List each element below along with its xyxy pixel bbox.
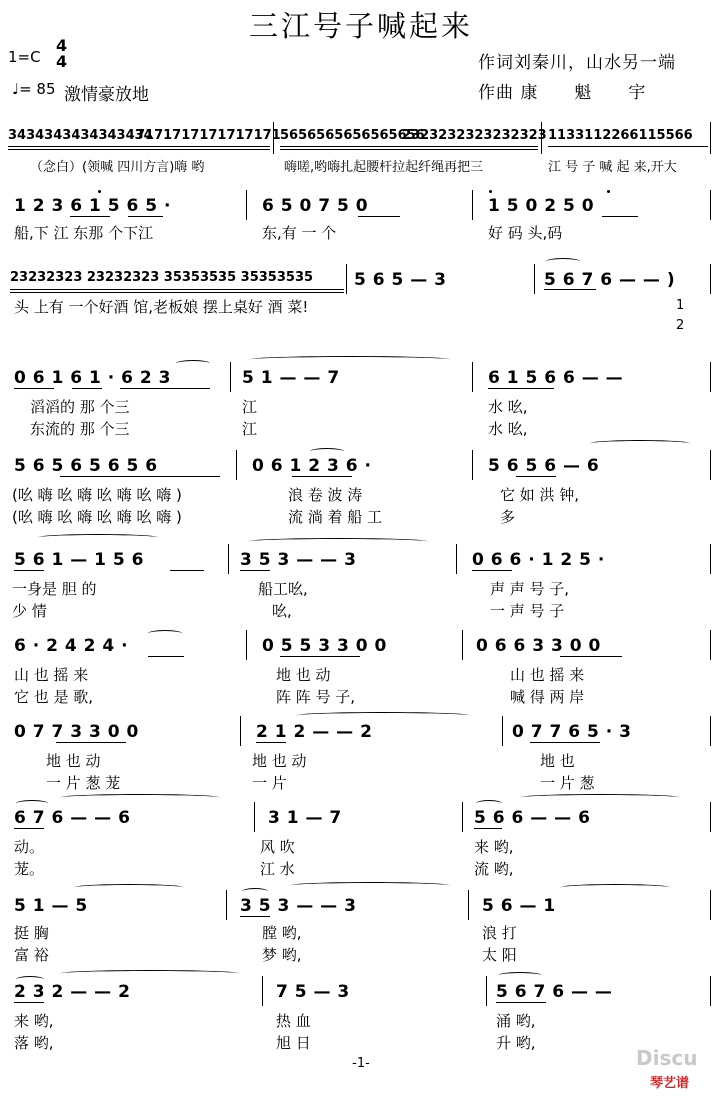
lyric-line: 一 片 葱 [540, 774, 595, 792]
underline [240, 916, 270, 917]
notes-measure: 1 5 0 2 5 0 [488, 196, 595, 216]
barline [254, 802, 255, 832]
notes-measure: 7 5 — 3 [276, 982, 350, 1002]
lyric-line: 涌 哟, [496, 1012, 536, 1030]
lyric-line: 热 血 [276, 1012, 311, 1030]
barline [710, 976, 711, 1006]
lyric-line: 浪 打 [482, 924, 517, 942]
barline [710, 802, 711, 832]
lyric-line: 水 吆, [488, 420, 528, 438]
notes-measure: 7171717171717171 [136, 128, 281, 143]
key-signature: 1=C [8, 48, 41, 66]
barline [710, 362, 711, 392]
underline [240, 570, 270, 571]
lyric-line: 浪 卷 波 涛 [288, 486, 363, 504]
barline [710, 450, 711, 480]
notes-measure: 6 1 5 6 6 — — [488, 368, 624, 388]
lyricist-credit: 作词刘秦川，山水另一端 [478, 53, 676, 73]
notes-measure: 0 5 5 3 3 0 0 [262, 636, 387, 656]
barline [472, 190, 473, 220]
barline [710, 190, 711, 220]
barline [710, 544, 711, 574]
lyric-line: （念白）(领喊 四川方言)嗨 哟 [30, 160, 205, 175]
notes-measure: 5 6 5 — 3 [354, 270, 447, 290]
lyric-line: 太 阳 [482, 946, 517, 964]
barline [710, 122, 711, 154]
tempo-mark: ♩= 85 [12, 80, 56, 98]
notes-measure: 5 6 7 6 — — ) [544, 270, 676, 290]
lyric-line: 流 淌 着 船 工 [288, 508, 383, 526]
underline [292, 476, 352, 477]
notes-measure: 23232323 23232323 35353535 35353535 [10, 270, 314, 285]
barline [462, 802, 463, 832]
lyric-line: 江 [242, 420, 258, 438]
notes-measure: 0 6 6 3 3 0 0 [476, 636, 601, 656]
lyric-line: 滔滔的 那 个三 [30, 398, 130, 416]
notes-measure: 0 7 7 3 3 0 0 [14, 722, 139, 742]
verse-number: 1 [676, 298, 685, 313]
barline [472, 362, 473, 392]
lyric-line: 流 哟, [474, 860, 514, 878]
lyric-line: 它 也 是 歌, [14, 688, 94, 706]
tuplet-slur [546, 258, 580, 265]
notes-measure: 6 7 6 — — 6 [14, 808, 131, 828]
underline [56, 742, 126, 743]
site-logo: 琴艺谱 [650, 1076, 690, 1091]
barline [273, 122, 274, 154]
expression-mark: 激情豪放地 [64, 85, 149, 105]
underline [358, 216, 400, 217]
underline [14, 828, 44, 829]
barline [534, 264, 535, 294]
notes-measure: 5 1 — — 7 [242, 368, 340, 388]
barline [710, 716, 711, 746]
meter-top: 4 [56, 36, 68, 55]
barline [710, 630, 711, 660]
underline [72, 388, 102, 389]
underline [496, 1002, 546, 1003]
slur [248, 538, 428, 545]
lyric-line: 梦 哟, [262, 946, 302, 964]
notes-measure: 5 6 — 1 [482, 896, 556, 916]
barline [710, 890, 711, 920]
lyric-line: 山 也 摇 来 [510, 666, 585, 684]
underline [560, 656, 622, 657]
barline [462, 630, 463, 660]
underline [530, 742, 600, 743]
lyric-line: (吆 嗨 吆 嗨 吆 嗨 吆 嗨 ) [12, 486, 182, 504]
notes-measure: 2 1 2 — — 2 [256, 722, 373, 742]
lyric-line: 膛 哟, [262, 924, 302, 942]
lyric-line: 风 吹 [260, 838, 295, 856]
beam-line [8, 149, 270, 150]
lyric-line: 地 也 动 [276, 666, 331, 684]
lyric-line: 船,下 江 东那 个下江 [14, 224, 154, 242]
lyric-line: 来 哟, [474, 838, 514, 856]
lyric-line: 阵 阵 号 子, [276, 688, 356, 706]
underline [60, 476, 220, 477]
slur [296, 712, 470, 719]
slur [16, 976, 44, 983]
lyric-line: 多 [500, 508, 516, 526]
lyric-line: 船工吆, [258, 580, 308, 598]
lyric-line: 一 声 号 子 [490, 602, 565, 620]
notes-measure: 5 1 — 5 [14, 896, 88, 916]
lyric-line: 升 哟, [496, 1034, 536, 1052]
slur [242, 888, 268, 895]
underline [128, 216, 163, 217]
barline [262, 976, 263, 1006]
lyric-line: 地 也 [540, 752, 575, 770]
notes-measure: 5 6 6 — — 6 [474, 808, 591, 828]
underline [170, 570, 204, 571]
octave-dot [607, 190, 610, 193]
slur [60, 970, 240, 977]
barline [541, 122, 542, 154]
notes-measure: 3 1 — 7 [268, 808, 342, 828]
barline [230, 362, 231, 392]
underline [472, 570, 512, 571]
lyric-line: 江 号 子 喊 起 来,开大 [548, 160, 677, 175]
lyric-line: 一 片 葱 茏 [46, 774, 121, 792]
notes-measure: 0 6 1 2 3 6 · [252, 456, 372, 476]
barline [228, 544, 229, 574]
underline [280, 656, 360, 657]
slur [60, 794, 220, 801]
lyric-line: 水 吆, [488, 398, 528, 416]
meter-bottom: 4 [56, 52, 68, 71]
lyric-line: (吆 嗨 吆 嗨 吆 嗨 吆 嗨 ) [12, 508, 182, 526]
underline [488, 388, 554, 389]
notes-measure: 0 6 6 · 1 2 5 · [472, 550, 605, 570]
underline [120, 388, 210, 389]
beam-line [8, 146, 270, 147]
barline [456, 544, 457, 574]
notes-measure: 2323232323232323 [402, 128, 547, 143]
underline [256, 742, 286, 743]
lyric-line: 地 也 动 [252, 752, 307, 770]
slur [476, 800, 502, 807]
slur [590, 440, 690, 447]
composer-credit: 作曲 康 魁 宇 [478, 83, 647, 103]
lyric-line: 它 如 洪 钟, [500, 486, 580, 504]
barline [472, 450, 473, 480]
slur [310, 448, 344, 455]
lyric-line: 山 也 摇 来 [14, 666, 89, 684]
octave-dot [489, 190, 492, 193]
lyric-line: 旭 日 [276, 1034, 311, 1052]
watermark-text: Discu [636, 1046, 698, 1070]
notes-measure: 5 6 7 6 — — [496, 982, 613, 1002]
underline [602, 216, 638, 217]
barline [468, 890, 469, 920]
beam-line [280, 149, 538, 150]
lyric-line: 江 [242, 398, 258, 416]
beam-line [10, 292, 344, 293]
verse-number: 2 [676, 318, 685, 333]
lyric-line: 挺 胸 [14, 924, 49, 942]
lyric-line: 好 码 头,码 [488, 224, 563, 242]
notes-measure: 5 6 1 — 1 5 6 [14, 550, 144, 570]
page-title: 三江号子喊起来 [248, 9, 473, 43]
time-signature [56, 38, 67, 70]
lyric-line: 东,有 一 个 [262, 224, 337, 242]
lyric-line: 喊 得 两 岸 [510, 688, 585, 706]
notes-measure: 6 · 2 4 2 4 · [14, 636, 129, 656]
slur [560, 884, 670, 891]
barline [240, 716, 241, 746]
underline [544, 289, 596, 290]
underline [148, 656, 184, 657]
underline [70, 216, 110, 217]
beam-line [280, 146, 538, 147]
notes-measure: 5 6 5 6 — 6 [488, 456, 600, 476]
underline [14, 1002, 44, 1003]
slur [250, 356, 450, 363]
barline [710, 264, 711, 294]
barline [346, 264, 347, 294]
lyric-line: 来 哟, [14, 1012, 54, 1030]
notes-measure: 0 6 1 6 1 · 6 2 3 [14, 368, 171, 388]
beam-line [548, 146, 708, 147]
beam-line [10, 289, 344, 290]
lyric-line: 吆, [272, 602, 292, 620]
slur [16, 800, 48, 807]
lyric-line: 一身是 胆 的 [12, 580, 97, 598]
lyric-line: 茏。 [14, 860, 45, 878]
lyric-line: 东流的 那 个三 [30, 420, 130, 438]
notes-measure: 3434343434343434 [8, 128, 153, 143]
notes-measure: 1133112266115566 [548, 128, 693, 143]
lyric-line: 江 水 [260, 860, 295, 878]
notes-measure: 5 6 5 6 5 6 5 6 [14, 456, 158, 476]
page-number: -1- [352, 1056, 370, 1071]
underline [516, 476, 556, 477]
lyric-line: 富 裕 [14, 946, 49, 964]
notes-measure: 1 2 3 6 1 5 6 5 · [14, 196, 171, 216]
lyric-line: 嗨嗟,哟嗨扎起腰杆拉起纤绳再把三 [284, 160, 484, 175]
slur [520, 794, 680, 801]
barline [502, 716, 503, 746]
lyric-line: 落 哟, [14, 1034, 54, 1052]
notes-measure: 3 5 3 — — 3 [240, 896, 357, 916]
notes-measure: 6 5 0 7 5 0 [262, 196, 369, 216]
lyric-line: 少 情 [12, 602, 47, 620]
underline [474, 828, 502, 829]
barline [246, 630, 247, 660]
barline [246, 190, 247, 220]
tuplet-slur [498, 972, 542, 979]
lyric-line: 地 也 动 [46, 752, 101, 770]
octave-dot [98, 190, 101, 193]
underline [14, 388, 54, 389]
slur [38, 534, 158, 541]
lyric-line: 一 片 [252, 774, 287, 792]
barline [226, 890, 227, 920]
barline [236, 450, 237, 480]
slur [290, 882, 450, 889]
slur [148, 630, 182, 637]
underline [14, 570, 44, 571]
slur [74, 884, 184, 891]
notes-measure: 2 3 2 — — 2 [14, 982, 131, 1002]
lyric-line: 动。 [14, 838, 45, 856]
notes-measure: 5656565656565656 [280, 128, 425, 143]
barline [486, 976, 487, 1006]
lyric-line: 头 上有 一个好酒 馆,老板娘 摆上桌好 酒 菜! [14, 298, 309, 316]
lyric-line: 声 声 号 子, [490, 580, 570, 598]
notes-measure: 0 7 7 6 5 · 3 [512, 722, 632, 742]
slur [176, 360, 210, 367]
notes-measure: 3 5 3 — — 3 [240, 550, 357, 570]
